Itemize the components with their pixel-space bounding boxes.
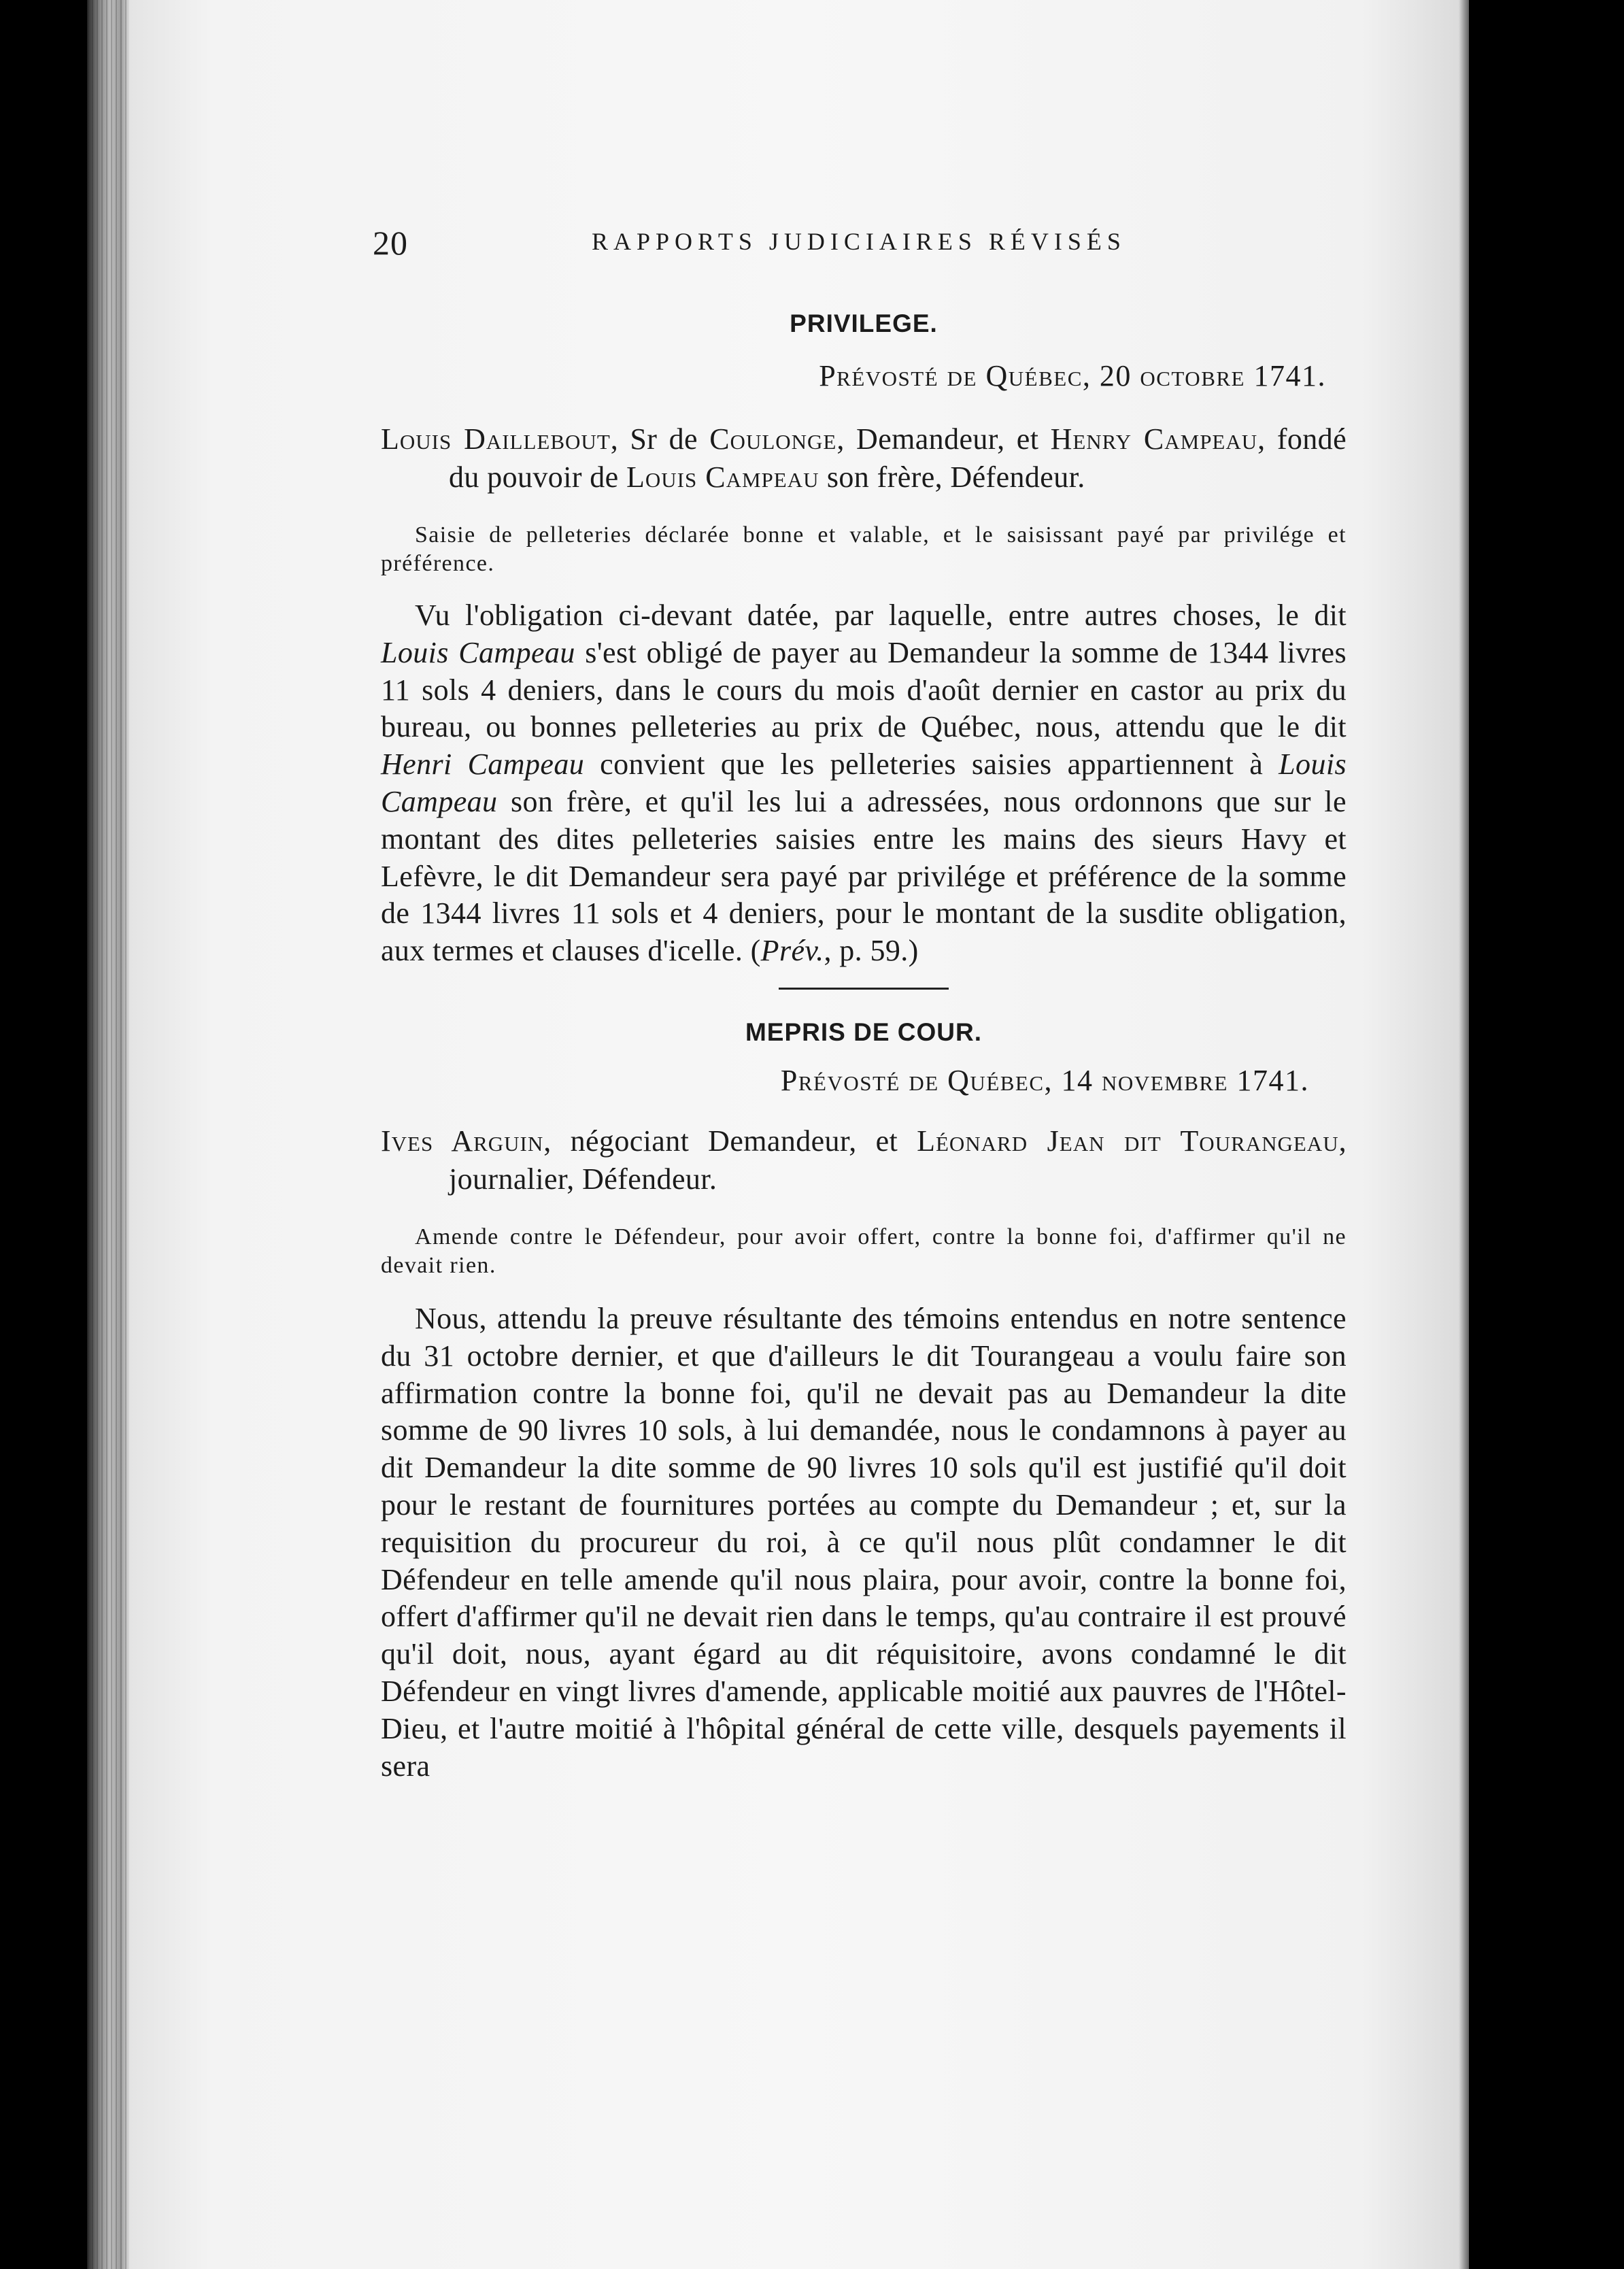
- court-line: Prévosté de Québec, 14 novembre 1741.: [780, 1063, 1309, 1097]
- party-name: Léonard Jean dit Tourangeau: [917, 1124, 1339, 1158]
- page-stack-edge: [87, 0, 129, 2269]
- party-text: , Sr de: [610, 422, 710, 456]
- party-name: Henry Campeau: [1050, 422, 1258, 456]
- case-heading: PRIVILEGE.: [790, 309, 938, 337]
- court-line: Prévosté de Québec, 20 octobre 1741.: [819, 359, 1326, 392]
- case-privilege: [381, 309, 1347, 970]
- page-header: [373, 218, 1347, 265]
- running-head: RAPPORTS JUDICIAIRES RÉVISÉS: [592, 228, 1126, 255]
- case-parties: [381, 1122, 1347, 1198]
- party-name: Louis Campeau: [626, 460, 819, 494]
- case-mepris-de-cour: [381, 1018, 1347, 1785]
- page-number: 20: [373, 224, 408, 262]
- party-text: , journalier, Défendeur.: [449, 1124, 1347, 1196]
- body-text: son frère, et qu'il les lui a adressées, nous ordonnons que sur le montant des dites pelleteries saisies entre les mains des sieurs Havy et Lefèvre, le dit Demandeur sera payé par privilége et préférence de la somme de 1344 livres 11 sols et 4 deniers, pour le montant de la susdite obligation, aux termes et clauses d'icelle. (: [381, 784, 1347, 968]
- page-edge-shadow: [1459, 0, 1469, 2269]
- case-body: [381, 597, 1347, 970]
- section-divider: [779, 988, 949, 990]
- party-name: Ives Arguin: [381, 1124, 544, 1158]
- citation-source: Prév.: [760, 934, 824, 968]
- party-name: Louis Daillebout: [381, 422, 611, 456]
- body-text: convient que les pelleteries saisies appartiennent à: [584, 747, 1279, 781]
- body-text: , p. 59.): [824, 934, 919, 968]
- case-parties: [381, 420, 1347, 497]
- party-text: , Demandeur, et: [836, 422, 1051, 456]
- italic-name: Henri Campeau: [381, 747, 585, 781]
- case-summary: Amende contre le Défendeur, pour avoir offert, contre la bonne foi, d'affirmer qu'il ne devait rien.: [381, 1224, 1347, 1278]
- scan-border: [1469, 0, 1624, 2269]
- case-heading: MEPRIS DE COUR.: [745, 1018, 983, 1046]
- party-text: , fondé du pouvoir de: [449, 422, 1347, 494]
- party-text: son frère, Défendeur.: [819, 460, 1085, 494]
- party-text: , négociant Demandeur, et: [543, 1124, 917, 1158]
- party-name: Coulonge: [709, 422, 837, 456]
- body-text: s'est obligé de payer au Demandeur la somme de 1344 livres 11 sols 4 deniers, dans le cours du mois d'août dernier en castor au prix du bureau, ou bonnes pelleteries au prix de Québec, nous, attendu que le dit: [381, 635, 1347, 744]
- case-body: Nous, attendu la preuve résultante des témoins entendus en notre sentence du 31 octobre dernier, et que d'ailleurs le dit Tourangeau a voulu faire son affirmation contre la bonne foi, qu'il ne devait pas au Demandeur la dite somme de 90 livres 10 sols, à lui demandée, nous le condamnons à payer au dit Demandeur la dite somme de 90 livres 10 sols qu'il est justifié qu'il doit pour le restant de fournitures portées au compte du Demandeur ; et, sur la requisition du procureur du roi, à ce qu'il nous plût condamner le dit Défendeur en telle amende qu'il nous plaira, pour avoir, contre la bonne foi, offert d'affirmer qu'il ne devait rien dans le temps, qu'au contraire il est prouvé qu'il doit, nous, ayant égard au dit réquisitoire, avons condamné le dit Défendeur en vingt livres d'amende, applicable moitié aux pauvres de l'Hôtel-Dieu, et l'autre moitié à l'hôpital général de cette ville, desquels payements il sera: [381, 1301, 1347, 1783]
- page-content: [373, 218, 1347, 1785]
- italic-name: Louis Campeau: [381, 635, 575, 669]
- case-summary: Saisie de pelleteries déclarée bonne et valable, et le saisissant payé par privilége et préférence.: [381, 522, 1347, 576]
- italic-name: Louis Campeau: [381, 747, 1347, 818]
- body-text: Vu l'obligation ci-devant datée, par laquelle, entre autres choses, le dit: [415, 599, 1347, 632]
